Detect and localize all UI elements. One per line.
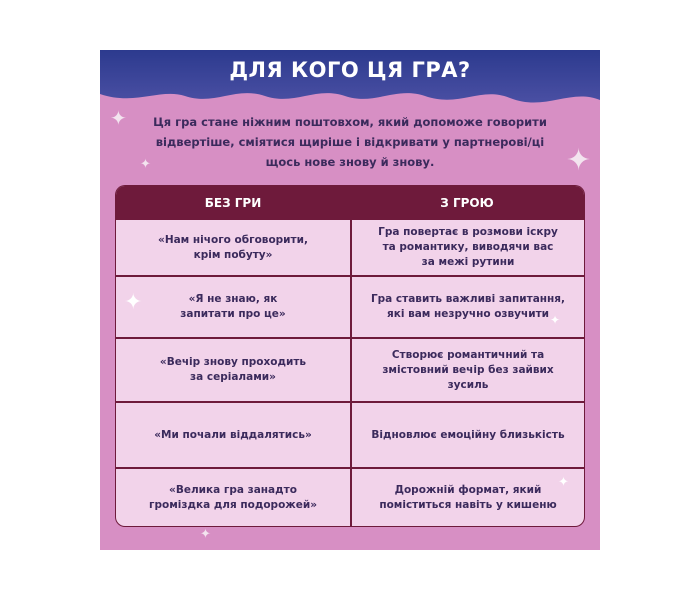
table-row (116, 401, 584, 467)
sparkle-icon: ✦ (200, 527, 211, 542)
cell-with-game: Гра ставить важливі запитання, які вам незручно озвучити (350, 277, 584, 337)
sparkle-icon: ✦ (550, 313, 561, 327)
sparkle-icon: ✦ (124, 290, 143, 315)
table-header (116, 186, 584, 220)
intro-text: Ця гра стане ніжним поштовхом, який допоможе говорити відвертіше, сміятися щиріше і відкривати у партнерові/ці щось нове знову й знову. (153, 115, 547, 169)
cell-with-game: Гра повертає в розмови іскру та романтику, виводячи вас за межі рутини (350, 220, 584, 275)
comparison-table (116, 186, 584, 526)
table-row (116, 275, 584, 337)
sparkle-icon: ✦ (558, 475, 569, 490)
cell-without-game: «Нам нічого обговорити, крім побуту» (158, 233, 308, 261)
cell-without-game: «Ми почали віддалятись» (154, 428, 312, 441)
cell-with-game: Відновлює емоційну близькість (350, 403, 584, 467)
cell-without-game: «Я не знаю, як запитати про це» (180, 293, 286, 320)
page-title: ДЛЯ КОГО ЦЯ ГРА? (229, 58, 471, 82)
column-header-without-game: БЕЗ ГРИ (204, 196, 262, 210)
cell-with-game: Дорожній формат, який поміститься навіть у кишеню (350, 469, 584, 526)
sparkle-icon: ✦ (140, 157, 151, 172)
sparkle-icon: ✦ (110, 106, 127, 130)
table-row (116, 467, 584, 526)
cell-without-game: «Велика гра занадто громіздка для подорожей» (148, 483, 317, 511)
table-row (116, 337, 584, 401)
column-header-with-game: З ГРОЮ (440, 196, 494, 210)
table-row (116, 218, 584, 275)
info-card (100, 50, 600, 550)
cell-without-game: «Вечір знову проходить за серіалами» (159, 356, 307, 383)
cell-with-game: Створює романтичний та змістовний вечір без зайвих зусиль (350, 339, 584, 401)
sparkle-icon: ✦ (566, 143, 592, 178)
